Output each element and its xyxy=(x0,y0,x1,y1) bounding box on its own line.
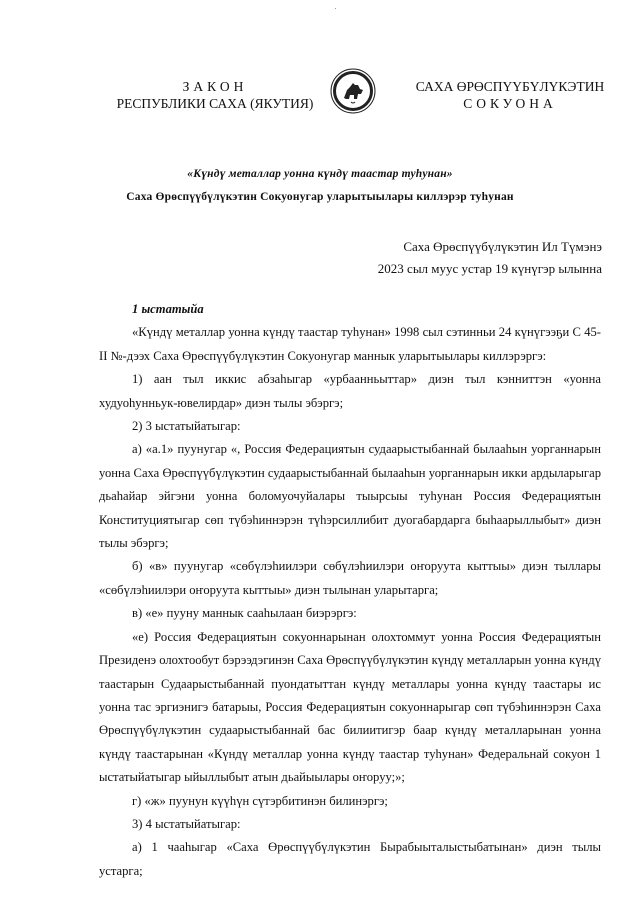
adoption-place: Саха Өрөспүүбүлүкэтин Ил Түмэнэ xyxy=(403,239,602,254)
paragraph: 3) 4 ыстатыйатыгар: xyxy=(132,816,241,831)
article-heading: 1 ыстатыйа xyxy=(132,302,204,316)
paragraph: а) «а.1» пуунугар «, Россия Федерациятын судаарыстыбаннай былааһын уорганнарын уонна Саха Өрөспүүбүлүкэтин судаарыстыбаннай былааһын уорганнарын икки ардыларыгар дьаһайар эйгэни уонна боломуочуйалары тыырсыы туһунан Россия Федерациятын Конституциятыгар сөп түбэһиннэрэн түһэрсиллибит дуогабардарга быһаарыллыбыт» диэн тылы эбэргэ; xyxy=(99,442,601,551)
page-mark xyxy=(335,8,336,9)
paragraph: 1) аан тыл иккис абзаһыгар «урбаанньыттар» диэн тыл кэнниттэн «уонна худуоһунньук-ювелирдар» диэн тылы эбэргэ; xyxy=(99,372,601,410)
header-left-block xyxy=(110,78,320,112)
paragraph: «е) Россия Федерациятын сокуоннарынан олохтоммут уонна Россия Федерациятын Президенэ олохтообут бэрээдэгинэн Саха Өрөспүүбүлүкэтин күндү металларын уонна күндү таастарын Судаарыстыбаннай пуондатыттан күндү металлары уонна күндү таастары ис уонна тас эргиэнигэ батарыы, Россия Федерациятын сокуоннарыгар сөп түбэһиннэрэн Саха Өрөспүүбүлүкэтин судаарыстыбаннай бас билиитигэр баар күндү металларынан уонна күндү таастарынан «Күндү металлар уонна күндү таастар туһунан» Федеральнай сокуон 1 ыстатыйатыгар ыйыллыбыт атын дьайыылары оҥоруу;»; xyxy=(99,629,601,785)
header-right-block xyxy=(405,78,615,112)
header-left-line2: РЕСПУБЛИКИ САХА (ЯКУТИЯ) xyxy=(116,96,314,111)
paragraph: в) «е» пууну маннык сааһылаан биэрэргэ: xyxy=(132,606,357,621)
paragraph: г) «ж» пуунун күүһүн сүтэрбитинэн билинэргэ; xyxy=(132,793,388,808)
law-title-line2: Саха Өрөспүүбүлүкэтин Сокуонугар уларытыылары киллэрэр туһунан xyxy=(126,191,514,203)
adoption-block xyxy=(378,236,602,280)
paragraph: 2) 3 ыстатыйатыгар: xyxy=(132,419,241,434)
header-right-line2: СОКУОНА xyxy=(463,96,557,111)
republic-emblem-icon xyxy=(330,68,376,114)
paragraph: а) 1 чааһыгар «Саха Өрөспүүбүлүкэтин Бырабыыталыстыбатынан» диэн тылы устарга; xyxy=(99,840,601,878)
header-left-line1: ЗАКОН xyxy=(182,79,248,94)
header-right-line1: САХА ӨРӨСПҮҮБҮЛҮКЭТИН xyxy=(415,79,605,94)
law-title-line1: «Күндү металлар уонна күндү таастар туһунан» xyxy=(187,168,453,180)
law-body xyxy=(99,298,601,883)
paragraph: б) «в» пуунугар «сөбүлэһиилэри сөбүлэһиилэри оҥоруута кыттыы» диэн тыллары «сөбүлэһиилэри оҥоруута кыттыы» диэн тылынан уларытарга; xyxy=(99,559,601,597)
paragraph: «Күндү металлар уонна күндү таастар туһунан» 1998 сыл сэтинньи 24 күнүгээҕи С 45-II №-дээх Саха Өрөспүүбүлүкэтин Сокуонугар маннык уларытыылары киллэрэргэ: xyxy=(99,325,601,363)
adoption-date: 2023 сыл муус устар 19 күнүгэр ылынна xyxy=(377,261,602,276)
